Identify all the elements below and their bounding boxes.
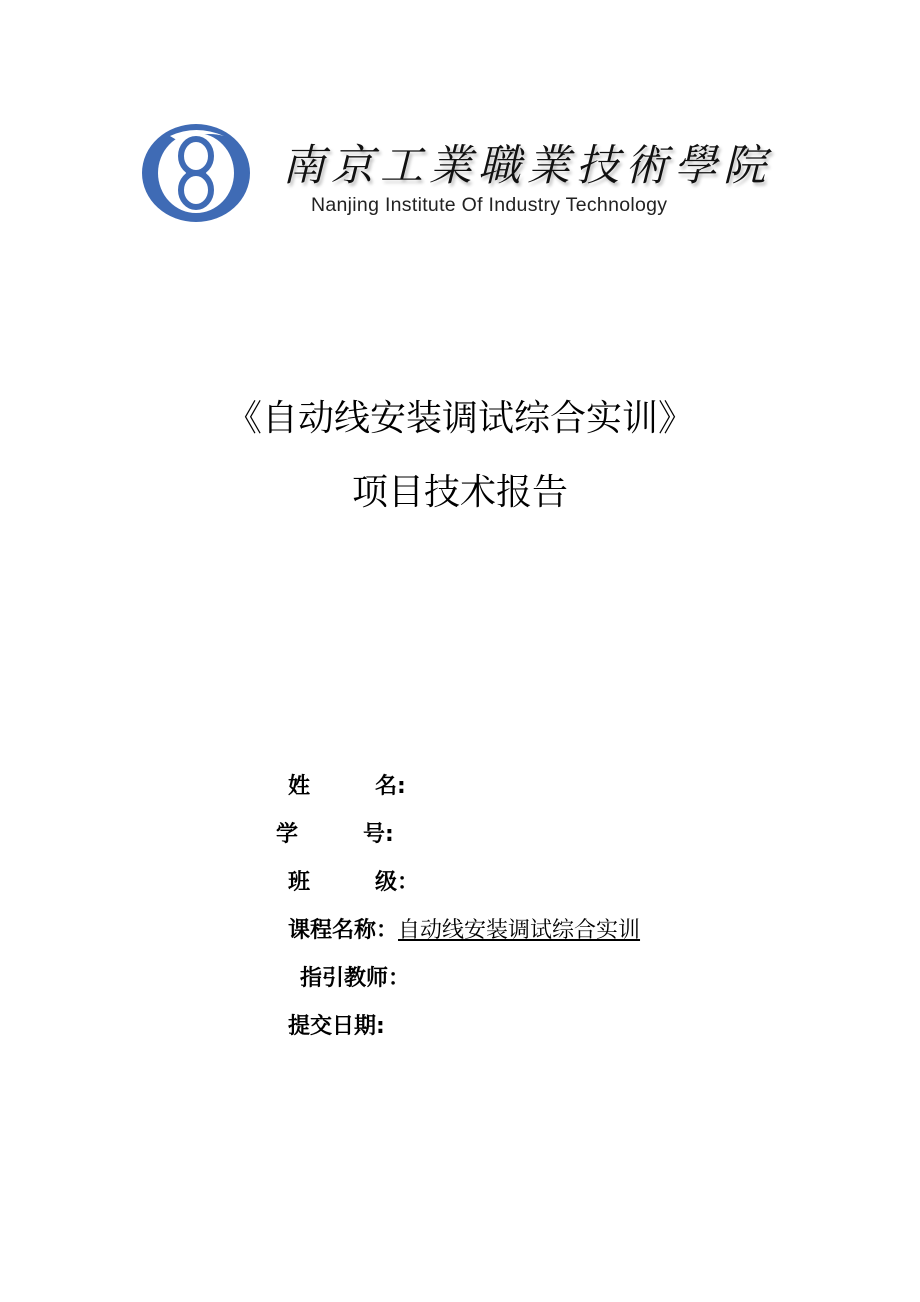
name-label-a: 姓 (288, 774, 311, 799)
course-label: 课程名称： (288, 918, 399, 943)
class-label-b: 级： (375, 870, 420, 895)
school-name-english: Nanjing Institute Of Industry Technology (311, 194, 668, 216)
course-row (288, 917, 640, 945)
report-title: 《自动线安装调试综合实训》 (225, 398, 694, 439)
teacher-label: 指引教师： (300, 966, 411, 991)
student-id-label-b: 号: (363, 822, 394, 847)
school-logo-icon (140, 122, 252, 224)
report-subtitle: 项目技术报告 (351, 472, 568, 513)
submit-date-label: 提交日期: (288, 1014, 385, 1039)
class-label-a: 班 (288, 870, 311, 895)
name-label-b: 名: (375, 774, 406, 799)
course-value: 自动线安装调试综合实训 (398, 918, 641, 943)
school-name-chinese: 南京工業職業技術學院 (282, 141, 772, 191)
student-id-label-a: 学 (276, 822, 299, 847)
